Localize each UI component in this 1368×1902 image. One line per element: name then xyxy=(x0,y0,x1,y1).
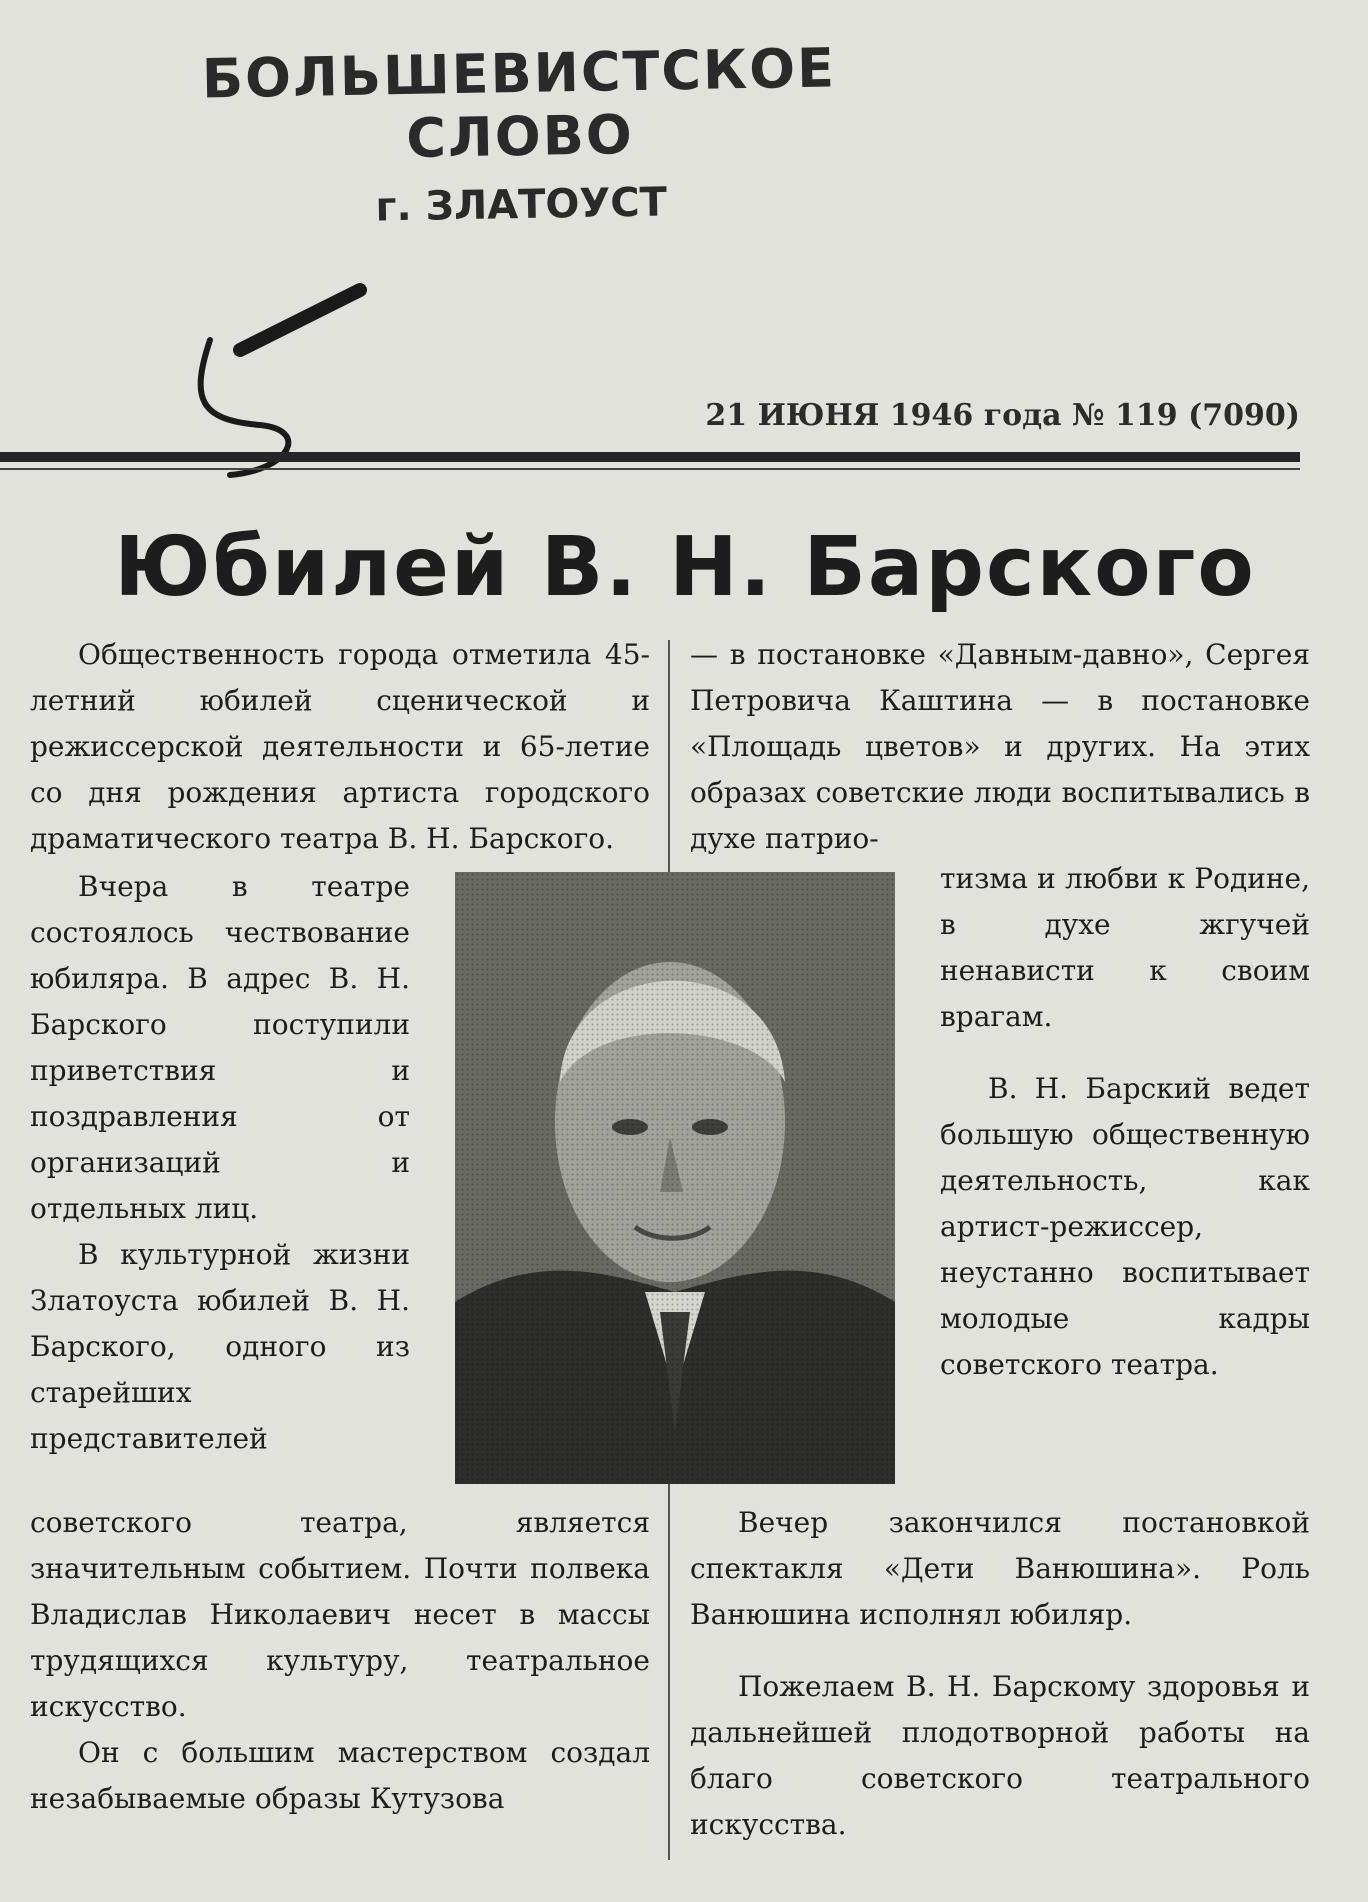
article-headline: Юбилей В. Н. Барского xyxy=(114,520,1256,615)
masthead-stamp xyxy=(128,35,911,235)
issue-dateline: 21 ИЮНЯ 1946 года № 119 (7090) xyxy=(705,398,1300,433)
header-rule xyxy=(0,452,1300,462)
paragraph: Вечер закончился постановкой спектакля «Дети Ванюшина». Роль Ванюшина исполнял юбиляр. xyxy=(690,1506,1310,1631)
paragraph: Общественность города отметила 45-летний юбилей сценической и режиссерской деятельности и 65-летие со дня рождения артиста городского драматического театра В. Н. Барского. xyxy=(30,638,650,855)
halftone-texture xyxy=(455,872,895,1484)
header-rule-thin xyxy=(0,468,1300,470)
paragraph: В. Н. Барский ведет большую общественную деятельность, как артист-режиссер, неустанно воспитывает молодые кадры советского театра. xyxy=(940,1072,1310,1381)
article-column-right-bottom xyxy=(690,1500,1310,1848)
paragraph: Пожелаем В. Н. Барскому здоровья и дальнейшей плодотворной работы на благо советского театрального искусства. xyxy=(690,1670,1310,1841)
paragraph: В культурной жизни Златоуста юбилей В. Н. Барского, одного из старейших представителей xyxy=(30,1238,410,1455)
paragraph: тизма и любви к Родине, в духе жгучей ненависти к своим врагам. xyxy=(940,862,1310,1033)
paragraph: Вчера в театре состоялось чествование юбиляра. В адрес В. Н. Барского поступили приветствия и поздравления от организаций и отдельных лиц. xyxy=(30,870,410,1225)
article-column-left-bottom xyxy=(30,1500,650,1822)
handwritten-mark-icon xyxy=(170,280,390,480)
article-column-right-side xyxy=(940,856,1310,1388)
paragraph: Он с большим мастерством создал незабываемые образы Кутузова xyxy=(30,1736,650,1815)
portrait-photo xyxy=(455,872,895,1484)
article-column-right-top xyxy=(690,632,1310,862)
paragraph: — в постановке «Давным-давно», Сергея Петровича Каштина — в постановке «Площадь цветов» и других. На этих образах советские люди воспитывались в духе патрио- xyxy=(690,638,1310,855)
article-column-left-top xyxy=(30,632,650,862)
article-column-left-narrow xyxy=(30,864,410,1462)
city-name: г. ЗЛАТОУСТ xyxy=(375,179,668,231)
paragraph: советского театра, является значительным событием. Почти полвека Владислав Николаевич несет в массы трудящихся культуру, театральное искусство. xyxy=(30,1506,650,1723)
newspaper-name: БОЛЬШЕВИСТСКОЕ СЛОВО xyxy=(201,36,837,170)
